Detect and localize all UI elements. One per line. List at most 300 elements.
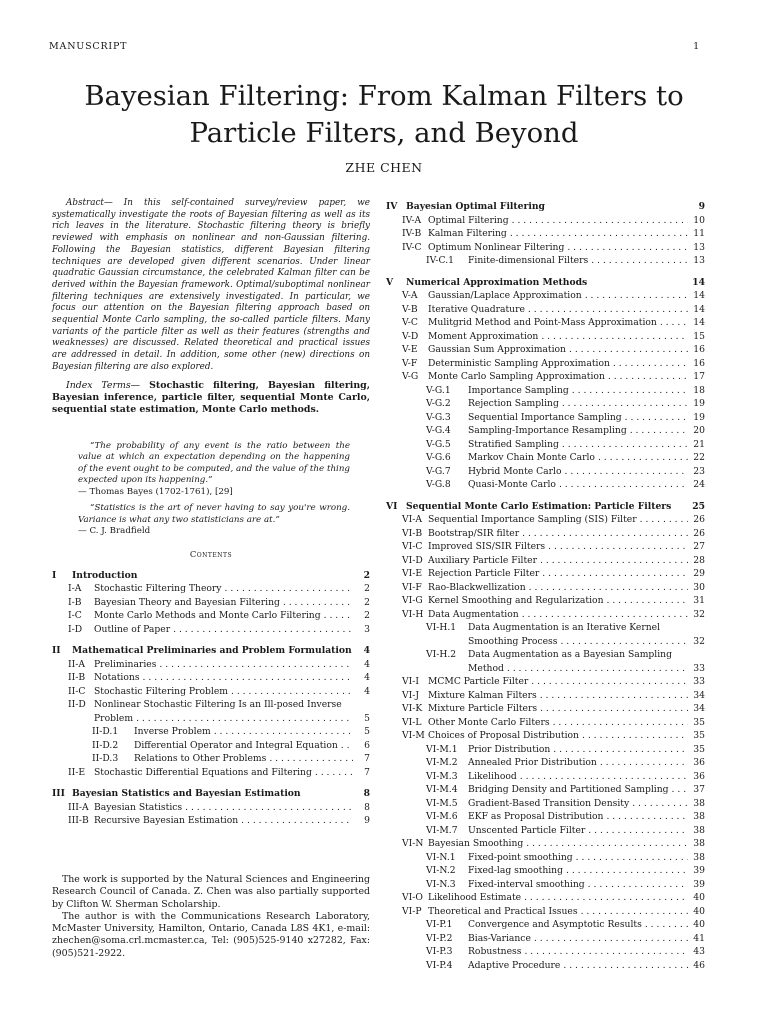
toc-entry-page: 13 xyxy=(693,255,705,266)
toc-leader xyxy=(507,662,688,676)
toc-entry-page: 38 xyxy=(693,838,705,849)
toc-entry-title: Data Augmentation as a Bayesian Sampling xyxy=(468,649,672,660)
toc-entry-page: 3 xyxy=(364,623,370,635)
toc-entry-title: Gradient-Based Transition Density xyxy=(468,797,630,809)
toc-entry-title: Bayesian Smoothing xyxy=(428,838,524,849)
toc-entry-line xyxy=(52,596,370,610)
toc-leader xyxy=(645,918,688,932)
toc-entry-title: Stochastic Filtering Theory xyxy=(94,583,222,595)
toc-entry-number: VI-G xyxy=(402,595,423,606)
toc-entry xyxy=(386,303,705,317)
toc-leader xyxy=(540,554,688,568)
toc-entry-title: Bayesian Theory and Bayesian Filtering xyxy=(94,596,280,608)
toc-leader xyxy=(510,227,688,241)
toc-entry-line xyxy=(386,675,705,689)
toc-leader xyxy=(600,756,688,770)
toc-entry xyxy=(386,621,705,648)
toc-entry-number: IV-A xyxy=(402,214,422,226)
toc-leader xyxy=(563,959,688,973)
toc-section-number: II xyxy=(52,645,61,657)
toc-entry xyxy=(386,594,705,608)
toc-entry-number: VI-L xyxy=(402,716,422,728)
toc-entry-title: Fixed-interval smoothing xyxy=(468,878,585,890)
toc-section xyxy=(52,644,370,658)
paper-title xyxy=(0,78,768,152)
toc-leader xyxy=(606,810,688,824)
toc-entry-number: I-C xyxy=(68,610,82,622)
abstract: Abstract— In this self-contained survey/review paper, we systematically investigate the roots of Bayesian filtering as well as its rich leaves in the literature. Stochastic filtering theory is briefly reviewed with emphasis on nonlinear and non-Gaussian filtering. Following the Bayesian statistics, different Bayesian filtering techniques are developed given different scenarios. Under linear quadratic Gaussian circumstance, the celebrated Kalman filter can be derived within the Bayesian framework. Optimal/suboptimal nonlinear filtering techniques are extensively investigated. In particular, we focus our attention on the Bayesian filtering approach based on sequential Monte Carlo sampling, the so-called particle filters. Many variants of the particle filter as well as their features (strengths and weaknesses) are discussed. Related theoretical and practical issues are addressed in detail. In addition, some other (new) directions on Bayesian filtering are also explored. xyxy=(52,198,370,372)
toc-entry xyxy=(386,743,705,757)
toc-entry-line xyxy=(52,623,370,637)
toc-leader xyxy=(512,214,688,228)
toc-entry-number: VI-M xyxy=(402,730,425,741)
toc-entry-title: Inverse Problem xyxy=(134,726,211,738)
toc-leader xyxy=(522,608,688,622)
toc-entry-line xyxy=(386,608,705,622)
toc-leader xyxy=(173,623,353,637)
toc-section-page: 9 xyxy=(698,201,705,212)
toc-entry-page: 46 xyxy=(693,959,705,971)
toc-entry xyxy=(386,716,705,730)
toc-entry-line xyxy=(386,451,705,465)
toc-entry-title: Bias-Variance xyxy=(468,932,531,944)
toc-entry-number: V-G.6 xyxy=(426,452,451,463)
toc-leader xyxy=(625,411,688,425)
toc-entry-title-cont: Problem xyxy=(94,712,134,724)
toc-entry-title: Nonlinear Stochastic Filtering Is an Ill-posed Inverse xyxy=(94,699,342,711)
toc-entry-line xyxy=(386,465,705,479)
toc-entry-number: IV-C.1 xyxy=(426,255,454,266)
toc-entry-page: 4 xyxy=(364,685,370,697)
toc-entry-title-cont: Method xyxy=(468,662,504,674)
toc-entry-number: VI-A xyxy=(402,514,423,525)
toc-entry-title: Fixed-lag smoothing xyxy=(468,865,563,876)
toc-entry xyxy=(386,770,705,784)
toc-entry-page: 35 xyxy=(693,730,705,741)
toc-entry-title: Fixed-point smoothing xyxy=(468,851,573,863)
toc-entry-page: 38 xyxy=(693,797,705,809)
toc-entry-title: Gaussian/Laplace Approximation xyxy=(428,290,582,301)
toc-section-page: 25 xyxy=(692,500,705,512)
toc-entry-line xyxy=(386,797,705,811)
toc-leader xyxy=(553,743,688,757)
toc-entry-line xyxy=(386,918,705,932)
toc-section-number: IV xyxy=(386,201,398,212)
toc-leader xyxy=(520,770,688,784)
toc-leader xyxy=(598,451,688,465)
toc-entry-line xyxy=(386,411,705,425)
toc-entry-line xyxy=(386,527,705,541)
toc-entry-title: Optimal Filtering xyxy=(428,214,509,226)
toc-entry-line xyxy=(386,384,705,398)
toc-entry-page: 9 xyxy=(364,815,370,827)
toc-entry-number: VI-P xyxy=(402,905,422,917)
toc-leader xyxy=(553,716,688,730)
toc-entry xyxy=(386,451,705,465)
toc-entry xyxy=(52,801,370,815)
toc-entry xyxy=(386,357,705,371)
toc-entry-page: 7 xyxy=(364,753,370,765)
toc-leader xyxy=(562,397,688,411)
toc-entry xyxy=(386,554,705,568)
toc-entry-line xyxy=(52,752,370,766)
toc-entry-line xyxy=(386,932,705,946)
toc-leader xyxy=(630,424,688,438)
toc-entry xyxy=(52,596,370,610)
toc-leader xyxy=(588,824,688,838)
toc-entry-line xyxy=(386,810,705,824)
toc-entry-title: Importance Sampling xyxy=(468,384,569,396)
toc-entry xyxy=(386,878,705,892)
toc-entry xyxy=(386,810,705,824)
toc-entry xyxy=(386,756,705,770)
toc-section-title: Bayesian Optimal Filtering xyxy=(406,201,545,212)
table-of-contents-left xyxy=(52,569,370,828)
toc-entry-number: II-D.1 xyxy=(92,726,119,738)
toc-entry-number: VI-N xyxy=(402,838,424,849)
toc-leader xyxy=(214,725,353,739)
funding-footnote: The work is supported by the Natural Sciences and Engineering Research Council of Canada. Z. Chen was also partially supported by Clifton W. Sherman Scholarship. xyxy=(52,874,370,910)
toc-leader xyxy=(660,316,688,330)
toc-entry-line xyxy=(52,801,370,815)
toc-section-page: 8 xyxy=(363,788,370,800)
toc-leader xyxy=(143,671,353,685)
toc-entry-number: VI-M.5 xyxy=(426,797,458,809)
toc-entry-line xyxy=(386,945,705,959)
toc-entry-line xyxy=(386,729,705,743)
toc-entry-number: VI-H xyxy=(402,608,424,620)
author-name: ZHE CHEN xyxy=(345,160,423,175)
toc-entry xyxy=(386,330,705,344)
toc-entry-page: 14 xyxy=(693,290,705,301)
toc-entry xyxy=(386,864,705,878)
toc-leader xyxy=(534,932,688,946)
toc-entry-page: 36 xyxy=(693,770,705,782)
toc-entry-line xyxy=(386,438,705,452)
toc-entry-page: 40 xyxy=(693,919,705,930)
toc-leader xyxy=(526,837,688,851)
toc-entry xyxy=(386,648,705,675)
toc-entry-title: Theoretical and Practical Issues xyxy=(428,905,578,917)
toc-entry-line xyxy=(386,214,705,228)
toc-entry-line xyxy=(386,878,705,892)
toc-indent xyxy=(386,662,468,676)
toc-leader xyxy=(528,303,688,317)
toc-entry-page: 13 xyxy=(693,241,705,253)
toc-leader xyxy=(524,945,688,959)
toc-entry-line xyxy=(52,766,370,780)
toc-leader xyxy=(608,370,688,384)
toc-leader xyxy=(582,729,688,743)
contents-heading: Contents xyxy=(189,548,233,559)
toc-section-number: VI xyxy=(386,500,398,512)
toc-leader xyxy=(136,712,353,726)
toc-entry xyxy=(386,567,705,581)
toc-leader xyxy=(572,384,688,398)
toc-entry-page: 33 xyxy=(693,662,705,674)
toc-entry-number: VI-E xyxy=(402,568,423,579)
toc-entry-title: Improved SIS/SIR Filters xyxy=(428,541,546,552)
toc-leader xyxy=(341,739,353,753)
toc-leader xyxy=(324,609,353,623)
toc-leader xyxy=(569,343,688,357)
toc-leader xyxy=(542,567,688,581)
toc-entry xyxy=(386,465,705,479)
toc-entry-number: VI-D xyxy=(402,554,423,566)
toc-entry-number: V-G.7 xyxy=(426,465,451,477)
toc-entry-number: I-D xyxy=(68,623,83,635)
toc-entry-page: 26 xyxy=(693,514,705,525)
toc-entry-page: 16 xyxy=(693,344,705,355)
toc-section-number: V xyxy=(386,276,394,288)
toc-entry xyxy=(386,316,705,330)
toc-entry-number: VI-F xyxy=(402,581,422,593)
quote-bradfield: “Statistics is the art of never having to say you're wrong. Variance is what any two statisticians are at.” xyxy=(78,503,350,525)
toc-entry-title: Adaptive Procedure xyxy=(468,959,561,971)
toc-entry xyxy=(386,851,705,865)
toc-entry-title: Bayesian Statistics xyxy=(94,801,183,813)
toc-entry-number: VI-M.6 xyxy=(426,811,458,822)
toc-entry-title: Other Monte Carlo Filters xyxy=(428,716,550,728)
toc-entry-page: 22 xyxy=(693,452,705,463)
toc-entry xyxy=(386,837,705,851)
toc-entry-title-cont: Smoothing Process xyxy=(468,635,558,647)
toc-entry-title: Stratified Sampling xyxy=(468,438,559,450)
toc-leader xyxy=(562,438,688,452)
toc-entry-title: Annealed Prior Distribution xyxy=(468,757,597,768)
toc-entry-page: 40 xyxy=(693,905,705,917)
toc-entry-title: Relations to Other Problems xyxy=(134,753,267,765)
toc-entry-page: 5 xyxy=(364,712,370,724)
toc-entry-number: VI-I xyxy=(402,676,419,687)
toc-entry-title: Outline of Paper xyxy=(94,623,171,635)
toc-section-page: 14 xyxy=(692,276,705,288)
toc-entry-number: IV-B xyxy=(402,228,422,239)
page-number: 1 xyxy=(693,41,700,52)
toc-entry-number: VI-H.1 xyxy=(426,622,457,633)
toc-leader xyxy=(269,752,353,766)
toc-entry-number: VI-N.1 xyxy=(426,851,456,863)
toc-entry-line xyxy=(386,689,705,703)
toc-entry-number: V-G.8 xyxy=(426,479,451,490)
toc-entry-title: Prior Distribution xyxy=(468,743,551,755)
toc-entry-line xyxy=(52,685,370,699)
toc-entry-line xyxy=(386,716,705,730)
toc-entry-title: Auxiliary Particle Filter xyxy=(428,554,538,566)
toc-entry-number: V-G.5 xyxy=(426,438,451,450)
toc-leader xyxy=(565,465,689,479)
toc-entry xyxy=(386,824,705,838)
toc-entry-number: IV-C xyxy=(402,241,422,253)
toc-entry-page: 18 xyxy=(693,384,705,396)
toc-entry xyxy=(52,725,370,739)
toc-entry-title: Notations xyxy=(94,672,140,684)
toc-section-title: Sequential Monte Carlo Estimation: Particle Filters xyxy=(406,500,672,512)
toc-entry-title: Monte Carlo Methods and Monte Carlo Filtering xyxy=(94,610,321,622)
toc-leader xyxy=(283,596,353,610)
toc-entry-line xyxy=(386,783,705,797)
toc-entry-number: V-C xyxy=(402,317,418,328)
toc-entry-title: Bridging Density and Partitioned Sampling xyxy=(468,784,669,795)
toc-entry-number: II-D.2 xyxy=(92,739,119,751)
toc-entry xyxy=(386,424,705,438)
toc-section-title: Numerical Approximation Methods xyxy=(406,276,588,288)
toc-entry-page: 7 xyxy=(364,766,370,778)
toc-entry-number: VI-P.4 xyxy=(426,959,453,971)
toc-leader xyxy=(613,357,688,371)
toc-leader xyxy=(607,594,689,608)
toc-section xyxy=(52,787,370,801)
toc-entry-line xyxy=(386,370,705,384)
toc-entry xyxy=(386,397,705,411)
toc-entry-page: 41 xyxy=(693,932,705,944)
toc-entry-line xyxy=(386,621,705,635)
toc-entry-number: V-G.3 xyxy=(426,411,451,423)
toc-entry xyxy=(386,675,705,689)
toc-entry-number: VI-N.2 xyxy=(426,865,456,876)
toc-entry-line xyxy=(386,662,705,676)
toc-entry-number: V-G.1 xyxy=(426,384,451,396)
toc-entry-page: 16 xyxy=(693,357,705,369)
toc-leader xyxy=(576,851,688,865)
toc-entry-number: I-B xyxy=(68,596,82,608)
toc-entry-number: V-B xyxy=(402,303,418,315)
toc-entry xyxy=(386,438,705,452)
toc-entry-title: Quasi-Monte Carlo xyxy=(468,479,556,490)
toc-entry-page: 4 xyxy=(364,658,370,670)
toc-entry-line xyxy=(386,330,705,344)
toc-entry-title: Stochastic Filtering Problem xyxy=(94,685,228,697)
toc-entry xyxy=(386,689,705,703)
quote-bradfield-attribution: — C. J. Bradfield xyxy=(78,526,151,537)
toc-entry-number: VI-P.2 xyxy=(426,932,453,944)
toc-entry xyxy=(386,513,705,527)
toc-entry xyxy=(386,702,705,716)
toc-entry-number: VI-B xyxy=(402,527,423,539)
toc-entry-page: 6 xyxy=(364,739,370,751)
toc-entry-line xyxy=(52,698,370,712)
toc-entry xyxy=(386,343,705,357)
toc-entry-line xyxy=(52,658,370,672)
toc-leader xyxy=(672,783,688,797)
toc-leader xyxy=(185,801,353,815)
toc-entry-page: 43 xyxy=(693,946,705,957)
toc-leader xyxy=(540,702,688,716)
toc-entry-line xyxy=(386,824,705,838)
toc-entry-number: VI-M.3 xyxy=(426,770,458,782)
toc-entry-title: Mixture Particle Filters xyxy=(428,703,538,714)
toc-entry-title: Differential Operator and Integral Equation xyxy=(134,739,338,751)
toc-entry-page: 35 xyxy=(693,716,705,728)
toc-entry-page: 39 xyxy=(693,865,705,876)
toc-entry-title: Kernel Smoothing and Regularization xyxy=(428,595,604,606)
toc-entry-line xyxy=(386,851,705,865)
toc-entry xyxy=(386,411,705,425)
toc-entry-title: Likelihood xyxy=(468,770,517,782)
toc-entry xyxy=(52,698,370,725)
title-line-2: Particle Filters, and Beyond xyxy=(189,117,579,149)
toc-entry-line xyxy=(386,770,705,784)
toc-leader xyxy=(541,330,688,344)
toc-entry-number: III-B xyxy=(68,815,89,827)
toc-entry-title: Unscented Particle Filter xyxy=(468,824,586,836)
toc-entry-title: Choices of Proposal Distribution xyxy=(428,730,579,741)
toc-entry-number: V-A xyxy=(402,290,418,301)
toc-entry-line xyxy=(386,478,705,492)
toc-entry-page: 30 xyxy=(693,581,705,593)
toc-entry xyxy=(386,891,705,905)
toc-entry xyxy=(386,227,705,241)
toc-entry-title: Moment Approximation xyxy=(428,330,539,342)
toc-entry-number: VI-N.3 xyxy=(426,878,456,890)
toc-entry xyxy=(52,623,370,637)
toc-entry-line xyxy=(386,316,705,330)
toc-entry-line xyxy=(386,513,705,527)
toc-entry-number: V-F xyxy=(402,357,418,369)
toc-entry-page: 26 xyxy=(693,527,705,539)
toc-entry-title: Rejection Sampling xyxy=(468,398,559,409)
toc-entry-number: V-G.2 xyxy=(426,398,451,409)
toc-entry-page: 19 xyxy=(693,411,705,423)
toc-entry-page: 36 xyxy=(693,757,705,768)
toc-entry-line xyxy=(52,814,370,828)
toc-entry-line xyxy=(386,635,705,649)
toc-entry-number: VI-M.4 xyxy=(426,784,458,795)
toc-entry-line xyxy=(386,554,705,568)
toc-entry xyxy=(386,945,705,959)
toc-entry-number: VI-H.2 xyxy=(426,649,457,660)
toc-entry xyxy=(386,527,705,541)
toc-entry-line xyxy=(386,959,705,973)
toc-entry xyxy=(386,905,705,919)
toc-entry-line xyxy=(52,671,370,685)
toc-entry-line xyxy=(386,648,705,662)
toc-entry-title: EKF as Proposal Distribution xyxy=(468,811,604,822)
toc-leader xyxy=(315,766,353,780)
toc-entry-number: VI-P.1 xyxy=(426,919,453,930)
toc-entry-title: Hybrid Monte Carlo xyxy=(468,465,562,477)
toc-entry-page: 17 xyxy=(693,371,705,382)
toc-entry-title: Rao-Blackwellization xyxy=(428,581,526,593)
toc-entry-line xyxy=(386,397,705,411)
toc-entry-page: 31 xyxy=(693,595,705,606)
toc-leader xyxy=(540,689,688,703)
toc-section-title: Bayesian Statistics and Bayesian Estimation xyxy=(72,788,301,800)
toc-entry-number: II-E xyxy=(68,766,86,778)
toc-section xyxy=(386,276,705,290)
toc-entry-number: II-D.3 xyxy=(92,753,119,765)
toc-entry-page: 11 xyxy=(693,228,705,239)
toc-entry-title: Monte Carlo Sampling Approximation xyxy=(428,371,605,382)
toc-entry-number: II-D xyxy=(68,699,86,711)
toc-entry-page: 19 xyxy=(693,398,705,409)
toc-entry-line xyxy=(52,739,370,753)
toc-entry-page: 35 xyxy=(693,743,705,755)
epigraphs xyxy=(78,441,350,538)
toc-indent xyxy=(386,635,468,649)
toc-leader xyxy=(566,864,688,878)
quote-bayes-attribution: — Thomas Bayes (1702-1761), [29] xyxy=(78,486,233,497)
toc-entry-title: Data Augmentation xyxy=(428,608,519,620)
toc-entry xyxy=(386,932,705,946)
toc-entry-title: Iterative Quadrature xyxy=(428,303,525,315)
toc-entry-number: VI-M.7 xyxy=(426,824,458,836)
toc-leader xyxy=(559,478,688,492)
toc-entry-line xyxy=(386,837,705,851)
toc-entry-line xyxy=(52,712,370,726)
toc-entry xyxy=(386,918,705,932)
toc-entry xyxy=(52,685,370,699)
